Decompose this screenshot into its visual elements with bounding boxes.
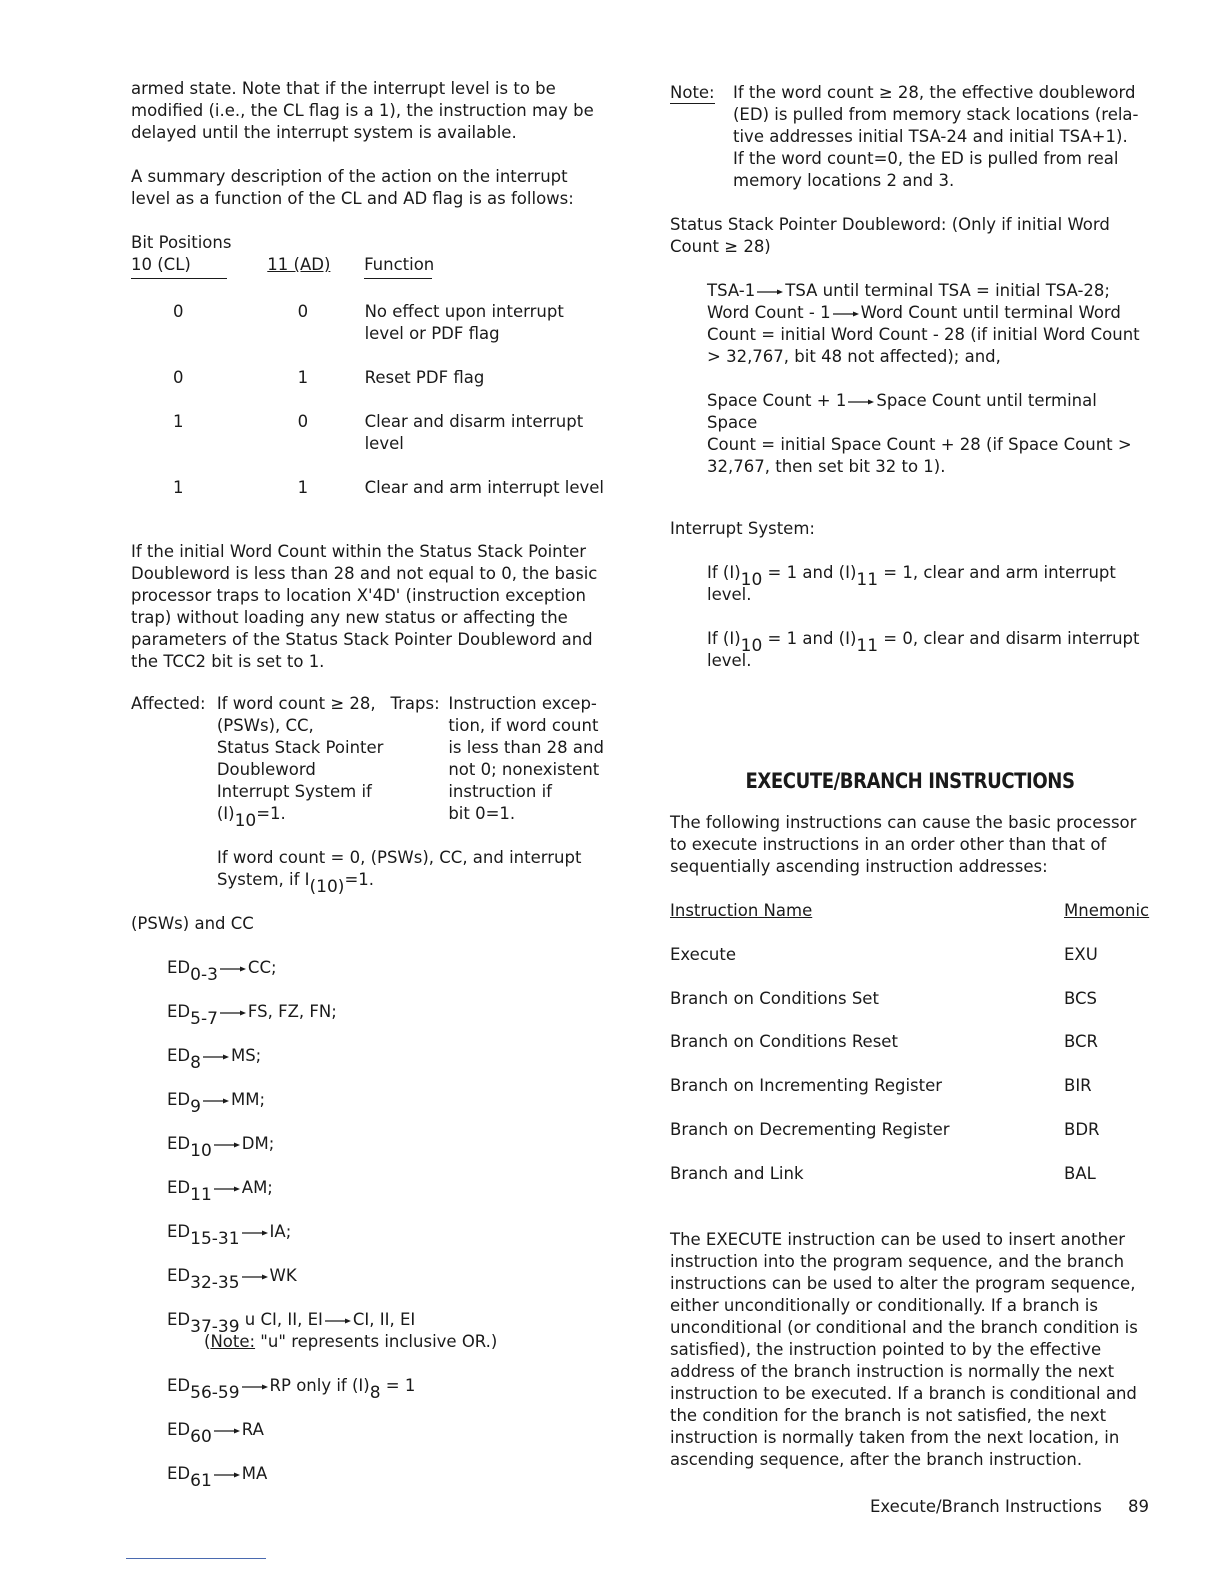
affected-line: Doubleword xyxy=(216,760,316,779)
closing-paragraph: The EXECUTE instruction can be used to insert another instruction into the program sequence, and the branch instructions can be used to alter the program sequence, either unconditionally or conditionally. If a branch is unconditional (or conditional and the branch condition is satisfied), the instruction pointed to by the effective address of the branch instruction is normally the next instruction to be executed. If a branch is conditional and the condition for the branch is not satisfied, the next instruction is normally taken from the next location, in ascending sequence, after the branch instruction. xyxy=(670,1229,1138,1469)
ed-operation: $ED_{15-31}$ IA; xyxy=(167,1222,292,1249)
ed-operation: $ED_{5-7}$ FS, FZ, FN; xyxy=(167,1002,337,1029)
ed-operation-or: $ED_{37-39}$ u CI, II, EI CI, II, EI xyxy=(167,1310,416,1337)
affected-line: Interrupt System if xyxy=(216,782,372,801)
cell-ad: 0 xyxy=(297,302,309,321)
right-arrow-icon xyxy=(214,1426,240,1436)
cell-function: Clear and disarm interrupt level xyxy=(364,412,584,453)
left-column xyxy=(131,78,606,1491)
note-block xyxy=(670,82,1150,192)
traps-line: Instruction excep- xyxy=(448,694,597,713)
affected-label: Affected: xyxy=(131,694,206,713)
table-header xyxy=(131,254,606,279)
traps-line: bit 0=1. xyxy=(448,804,516,823)
cell-ad: 1 xyxy=(297,478,309,497)
ed-operation: $ED_{0-3}$ CC; xyxy=(167,958,277,985)
right-arrow-icon xyxy=(757,287,783,297)
col-cl-header: 10 (CL) xyxy=(131,254,227,279)
ed-operation: $ED_{61}$ MA xyxy=(167,1464,268,1491)
cell-cl: 1 xyxy=(173,412,184,431)
note-label: Note: xyxy=(670,83,715,102)
instruction-row: Branch on Incrementing Register BIR xyxy=(670,1076,1092,1096)
intro-paragraph: armed state. Note that if the interrupt level is to be modified (i.e., the CL flag is a 1), the instruction may be delayed until the interrupt system is available. xyxy=(131,79,594,142)
right-column xyxy=(670,78,1150,1471)
summary-paragraph: A summary description of the action on the interrupt level as a function of the CL and AD flag is as follows: xyxy=(131,167,574,208)
cell-cl: 0 xyxy=(173,302,184,321)
page-number: 89 xyxy=(1128,1497,1149,1516)
ed-operation: $ED_8$ MS; xyxy=(167,1046,262,1073)
affected-line: $(I)_{10}=1$. xyxy=(216,804,286,831)
right-arrow-icon xyxy=(325,1316,351,1326)
right-arrow-icon xyxy=(220,964,246,974)
interrupt-case: If $(I)_{10} = 1$ and $(I)_{11} = 0$, clear and disarm interrupt level. xyxy=(707,629,1140,670)
ed-operation: $ED_{11}$ AM; xyxy=(167,1178,273,1205)
traps-line: not 0; nonexistent xyxy=(448,760,600,779)
right-arrow-icon xyxy=(220,1008,246,1018)
right-arrow-icon xyxy=(214,1470,240,1480)
space-count-block: Space Count + 1 Space Count until terminal Space Count = initial Space Count + 28 (if Space Count > 32,767, then set bit 32 to 1). xyxy=(707,391,1132,476)
ed-operation-list xyxy=(167,957,606,1491)
col-mnemonic: Mnemonic xyxy=(1064,901,1150,920)
col-ad-header: 11 (AD) xyxy=(267,255,331,274)
instruction-row: Branch on Conditions Set BCS xyxy=(670,988,1098,1008)
ed-operation: $ED_{60}$ RA xyxy=(167,1420,264,1447)
section-intro: The following instructions can cause the basic processor to execute instructions in an order other than that of sequentially ascending instruction addresses: xyxy=(670,813,1137,876)
interrupt-heading: Interrupt System: xyxy=(670,519,815,538)
cell-ad: 1 xyxy=(297,368,309,387)
cell-ad: 0 xyxy=(297,412,309,431)
right-arrow-icon xyxy=(242,1228,268,1238)
table-row xyxy=(131,367,606,389)
right-arrow-icon xyxy=(848,397,874,407)
affected-list xyxy=(216,693,391,831)
ed-operation: $ED_{32-35}$ WK xyxy=(167,1266,297,1293)
cell-function: No effect upon interrupt level or PDF flag xyxy=(364,302,564,343)
traps-list xyxy=(448,693,606,825)
cell-function: Clear and arm interrupt level xyxy=(364,478,605,497)
instruction-row: Branch on Decrementing Register BDR xyxy=(670,1119,1100,1139)
right-arrow-icon xyxy=(214,1184,240,1194)
col-function-header: Function xyxy=(364,254,432,279)
ed-operation: $ED_9$ MM; xyxy=(167,1090,265,1117)
instruction-row: Branch and Link BAL xyxy=(670,1163,1096,1183)
cell-cl: 0 xyxy=(173,368,184,387)
affected-traps-block xyxy=(131,693,606,831)
right-arrow-icon xyxy=(214,1140,240,1150)
footer-section: Execute/Branch Instructions xyxy=(870,1497,1102,1516)
traps-line: is less than 28 and xyxy=(448,738,604,757)
psws-cc-heading: (PSWs) and CC xyxy=(131,914,254,933)
affected-line: Status Stack Pointer xyxy=(216,738,384,757)
bit-positions-label: Bit Positions xyxy=(131,233,232,252)
page-footer xyxy=(870,1496,1150,1518)
traps-line: instruction if xyxy=(448,782,552,801)
right-arrow-icon xyxy=(833,309,859,319)
affected-extra: If word count = 0, (PSWs), CC, and interrupt System, if $I_{(10)}=1$. xyxy=(217,848,582,897)
instruction-row: Branch on Conditions Reset BCR xyxy=(670,1032,1099,1052)
table-row xyxy=(131,477,606,499)
right-arrow-icon xyxy=(242,1272,268,1282)
cell-function: Reset PDF flag xyxy=(364,368,485,387)
right-arrow-icon xyxy=(203,1052,229,1062)
table-row xyxy=(131,301,606,345)
ed-operation: $ED_{10}$ DM; xyxy=(167,1134,275,1161)
ed-operation-rp: $ED_{56-59}$ RP only if $(I)_8 = 1$ xyxy=(167,1376,416,1403)
affected-line: (PSWs), CC, xyxy=(216,716,314,735)
interrupt-case: If $(I)_{10} = 1$ and $(I)_{11} = 1$, clear and arm interrupt level. xyxy=(707,563,1116,604)
right-arrow-icon xyxy=(242,1382,268,1392)
affected-line: If word count ≥ 28, xyxy=(216,694,376,713)
instruction-table-header xyxy=(670,900,1150,922)
or-note: (Note: "u" represents inclusive OR.) xyxy=(204,1332,498,1351)
right-arrow-icon xyxy=(203,1096,229,1106)
instruction-row: Execute EXU xyxy=(670,944,1098,964)
footer-divider xyxy=(126,1558,266,1559)
traps-line: tion, if word count xyxy=(448,716,599,735)
table-row xyxy=(131,411,606,455)
traps-label: Traps: xyxy=(390,694,440,713)
ssp-heading: Status Stack Pointer Doubleword: (Only if initial Word Count ≥ 28) xyxy=(670,215,1110,256)
cell-cl: 1 xyxy=(173,478,184,497)
tsa-block: TSA-1 TSA until terminal TSA = initial TSA-28; Word Count - 1 Word Count until terminal Word Count = initial Word Count - 28 (if initial Word Count > 32,767, bit 48 not affected); and, xyxy=(707,281,1140,366)
col-instruction-name: Instruction Name xyxy=(670,901,813,920)
note-text: If the word count ≥ 28, the effective doubleword (ED) is pulled from memory stack locations (rela- tive addresses initial TSA-24 and initial TSA+1). If the word count=0, the ED is pulled from real memory locations 2 and 3. xyxy=(733,83,1139,190)
bit-positions-table xyxy=(131,232,606,499)
trap-paragraph: If the initial Word Count within the Status Stack Pointer Doubleword is less than 28 and not equal to 0, the basic processor traps to location X'4D' (instruction exception trap) without loading any new status or affecting the parameters of the Status Stack Pointer Doubleword and the TCC2 bit is set to 1. xyxy=(131,542,598,671)
section-title: EXECUTE/BRANCH INSTRUCTIONS xyxy=(745,769,1075,793)
